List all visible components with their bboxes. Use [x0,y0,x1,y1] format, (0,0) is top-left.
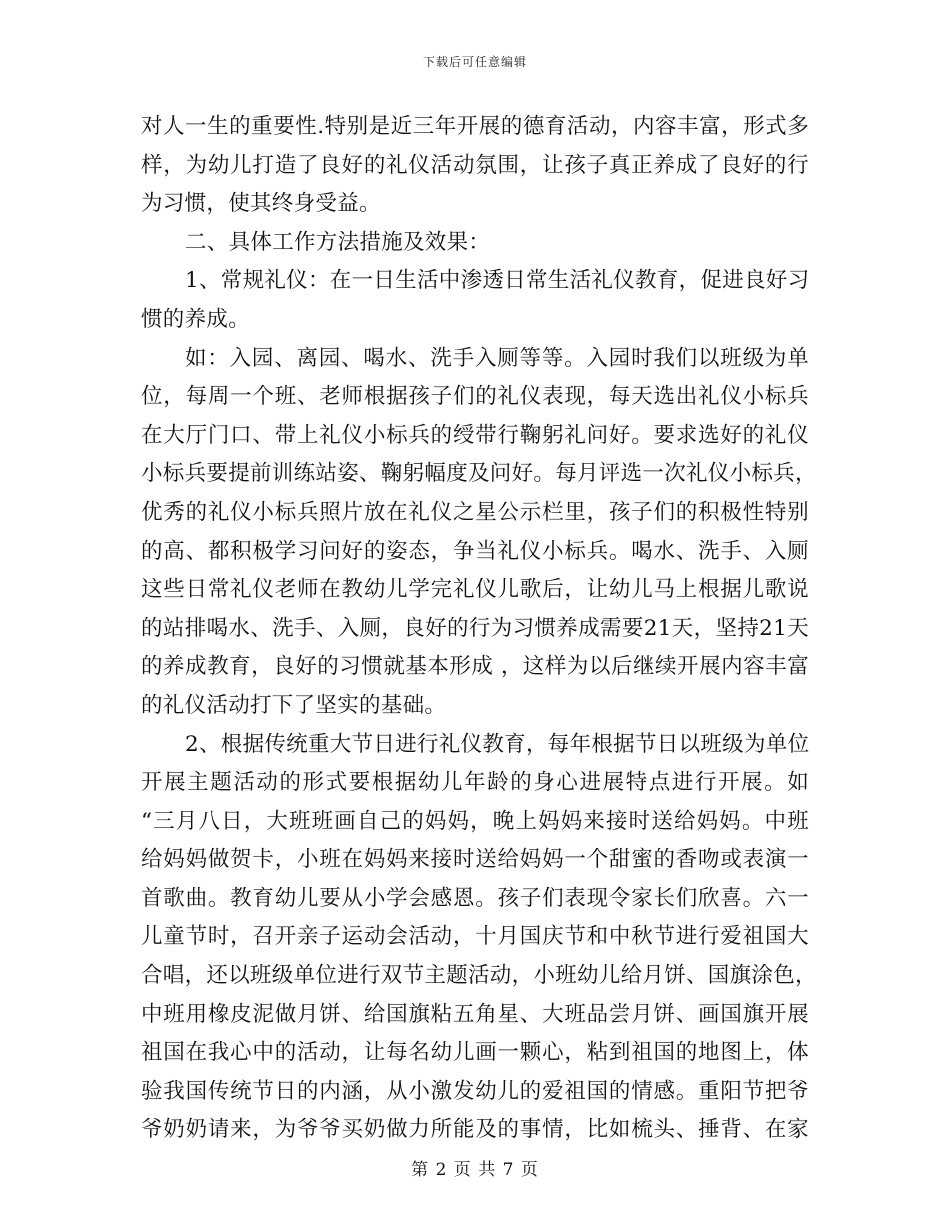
page-header-note: 下载后可任意编辑 [422,55,527,69]
text-line: 的礼仪活动打下了坚实的基础。 [141,692,447,718]
text-line: 小标兵要提前训练站姿、鞠躬幅度及问好。每月评选一次礼仪小标兵， [141,461,817,487]
text-line: 样，为幼儿打造了良好的礼仪活动氛围，让孩子真正养成了良好的行 [141,152,809,178]
text-line: 中班用橡皮泥做月饼、给国旗粘五角星、大班品尝月饼、画国旗开展 [141,1001,809,1027]
text-line: 祖国在我心中的活动，让每名幼儿画一颗心，粘到祖国的地图上，体 [141,1040,809,1066]
text-line: 首歌曲。教育幼儿要从小学会感恩。孩子们表现令家长们欣喜。六一 [141,885,809,911]
text-line: “三月八日，大班班画自己的妈妈，晚上妈妈来接时送给妈妈。中班 [141,808,809,834]
text-line: 给妈妈做贺卡，小班在妈妈来接时送给妈妈一个甜蜜的香吻或表演一 [141,847,809,873]
text-line: 的养成教育，良好的习惯就基本形成 ，这样为以后继续开展内容丰富 [141,654,809,680]
page-number-footer: 第 2 页 共 7 页 [411,1160,539,1180]
text-line: 这些日常礼仪老师在教幼儿学完礼仪儿歌后，让幼儿马上根据儿歌说 [141,577,809,603]
text-line: 2、根据传统重大节日进行礼仪教育，每年根据节日以班级为单位 [185,731,810,757]
text-line: 的高、都积极学习问好的姿态，争当礼仪小标兵。喝水、洗手、入厕 [141,538,809,564]
text-line: 爷奶奶请来，为爷爷买奶做力所能及的事情，比如梳头、捶背、在家 [141,1117,809,1143]
text-line: 惯的养成。 [141,306,251,332]
text-line: 为习惯，使其终身受益。 [141,191,381,217]
text-line: 儿童节时，召开亲子运动会活动，十月国庆节和中秋节进行爱祖国大 [141,924,809,950]
text-line: 验我国传统节日的内涵，从小激发幼儿的爱祖国的情感。重阳节把爷 [141,1078,809,1104]
text-line: 优秀的礼仪小标兵照片放在礼仪之星公示栏里，孩子们的积极性特别 [141,499,809,525]
text-line: 二、具体工作方法措施及效果： [185,229,491,255]
text-line: 的站排喝水、洗手、入厕，良好的行为习惯养成需要21天，坚持21天 [141,615,809,641]
text-line: 1、常规礼仪：在一日生活中渗透日常生活礼仪教育，促进良好习 [185,268,810,294]
text-line: 对人一生的重要性.特别是近三年开展的德育活动，内容丰富，形式多 [141,114,809,139]
text-line: 位，每周一个班、老师根据孩子们的礼仪表现，每天选出礼仪小标兵 [141,384,809,410]
text-line: 开展主题活动的形式要根据幼儿年龄的身心进展特点进行开展。如 [141,770,809,796]
text-line: 如：入园、离园、喝水、洗手入厕等等。入园时我们以班级为单 [185,345,809,371]
document-body [141,108,817,1150]
text-line: 在大厅门口、带上礼仪小标兵的绶带行鞠躬礼问好。要求选好的礼仪 [141,422,809,448]
text-line: 合唱，还以班级单位进行双节主题活动，小班幼儿给月饼、国旗涂色， [141,963,817,989]
